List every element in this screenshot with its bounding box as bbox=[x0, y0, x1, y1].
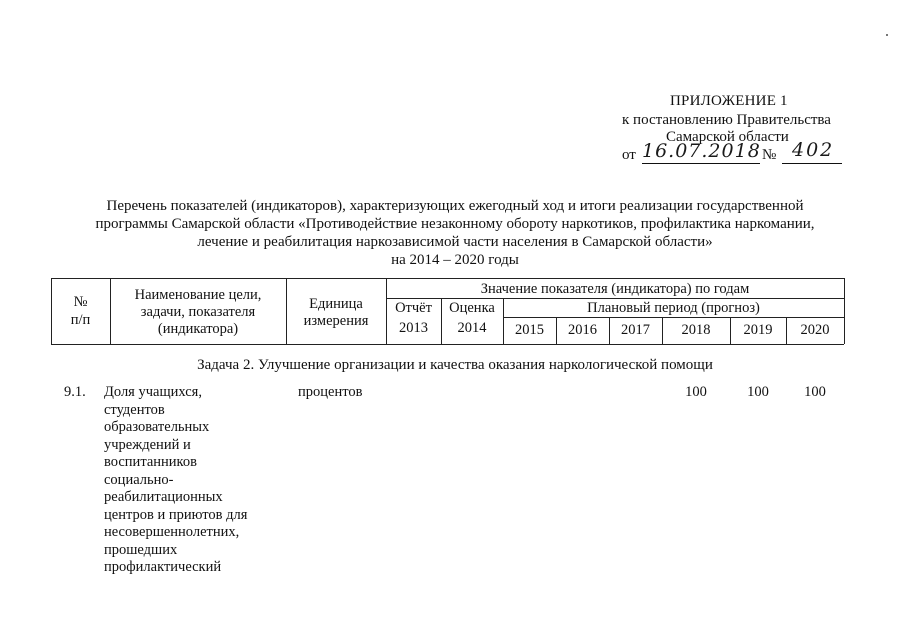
plan-header-divider bbox=[503, 317, 844, 318]
row-value-2019: 100 bbox=[747, 384, 769, 400]
name-line: социально- bbox=[104, 471, 174, 488]
document-title-line-4: на 2014 – 2020 годы bbox=[391, 252, 519, 268]
table-right-border bbox=[844, 278, 845, 344]
header-report-label: Отчёт bbox=[395, 300, 432, 316]
header-num-line-1: № bbox=[73, 294, 88, 310]
name-line: прошедших bbox=[104, 541, 178, 558]
header-year-2020: 2020 bbox=[800, 322, 830, 338]
header-year-2017: 2017 bbox=[621, 322, 650, 338]
document-title-line-1: Перечень показателей (индикаторов), характеризующих ежегодный ход и итоги реализации государственной bbox=[106, 198, 804, 214]
header-report-year: 2013 bbox=[399, 320, 428, 336]
header-name-line-2: задачи, показателя bbox=[140, 304, 256, 320]
name-line: студентов bbox=[104, 401, 165, 418]
header-name-line-3: (индикатора) bbox=[157, 321, 239, 337]
row-indicator-name bbox=[104, 384, 247, 577]
row-value-2020: 100 bbox=[804, 384, 826, 400]
header-name-line-1: Наименование цели, bbox=[134, 287, 262, 303]
table-left-border bbox=[51, 278, 52, 344]
header-year-2016: 2016 bbox=[568, 322, 597, 338]
document-title-line-3: лечение и реабилитация наркозависимой части населения в Самарской области» bbox=[197, 234, 713, 250]
header-unit-line-1: Единица bbox=[309, 296, 363, 312]
row-number: 9.1. bbox=[64, 384, 86, 400]
row-value-2018: 100 bbox=[685, 384, 707, 400]
appendix-subtitle: к постановлению Правительства bbox=[622, 112, 831, 128]
table-top-border bbox=[51, 278, 844, 279]
name-line: несовершеннолетних, bbox=[104, 524, 240, 540]
row-unit: процентов bbox=[298, 384, 363, 400]
name-line: воспитанников bbox=[104, 454, 197, 470]
header-num-line-2: п/п bbox=[70, 312, 91, 328]
header-year-2018: 2018 bbox=[681, 322, 711, 338]
header-plan-period: Плановый период (прогноз) bbox=[587, 300, 760, 316]
scan-speck bbox=[886, 34, 888, 36]
name-line: центров и приютов для bbox=[104, 506, 248, 523]
name-line: реабилитационных bbox=[104, 489, 223, 505]
name-line: образовательных bbox=[104, 419, 210, 435]
header-values-by-year: Значение показателя (индикатора) по годам bbox=[480, 281, 750, 297]
appendix-title: ПРИЛОЖЕНИЕ 1 bbox=[670, 93, 788, 109]
header-unit-line-2: измерения bbox=[303, 313, 369, 329]
number-prefix: № bbox=[762, 147, 777, 163]
header-year-2015: 2015 bbox=[515, 322, 544, 338]
date-prefix: от bbox=[622, 147, 636, 163]
name-line: профилактический bbox=[104, 559, 222, 575]
date-underline bbox=[642, 163, 760, 164]
appendix-region: Самарской области bbox=[666, 129, 789, 145]
document-title-line-2: программы Самарской области «Противодействие незаконному обороту наркотиков, профилактика наркомании, bbox=[95, 216, 815, 232]
decree-date-line bbox=[622, 139, 844, 166]
header-year-2019: 2019 bbox=[743, 322, 773, 338]
header-estimate-label: Оценка bbox=[449, 300, 495, 316]
task-heading: Задача 2. Улучшение организации и качества оказания наркологической помощи bbox=[197, 357, 713, 373]
name-line: учреждений и bbox=[104, 436, 191, 453]
decree-date: 16.07.2018 bbox=[642, 140, 761, 162]
values-header-divider bbox=[386, 298, 844, 299]
header-estimate-year: 2014 bbox=[457, 320, 487, 336]
table-header-bottom-border bbox=[51, 344, 844, 345]
number-underline bbox=[782, 163, 842, 164]
name-line: Доля учащихся, bbox=[104, 384, 202, 400]
decree-number: 402 bbox=[792, 139, 835, 161]
